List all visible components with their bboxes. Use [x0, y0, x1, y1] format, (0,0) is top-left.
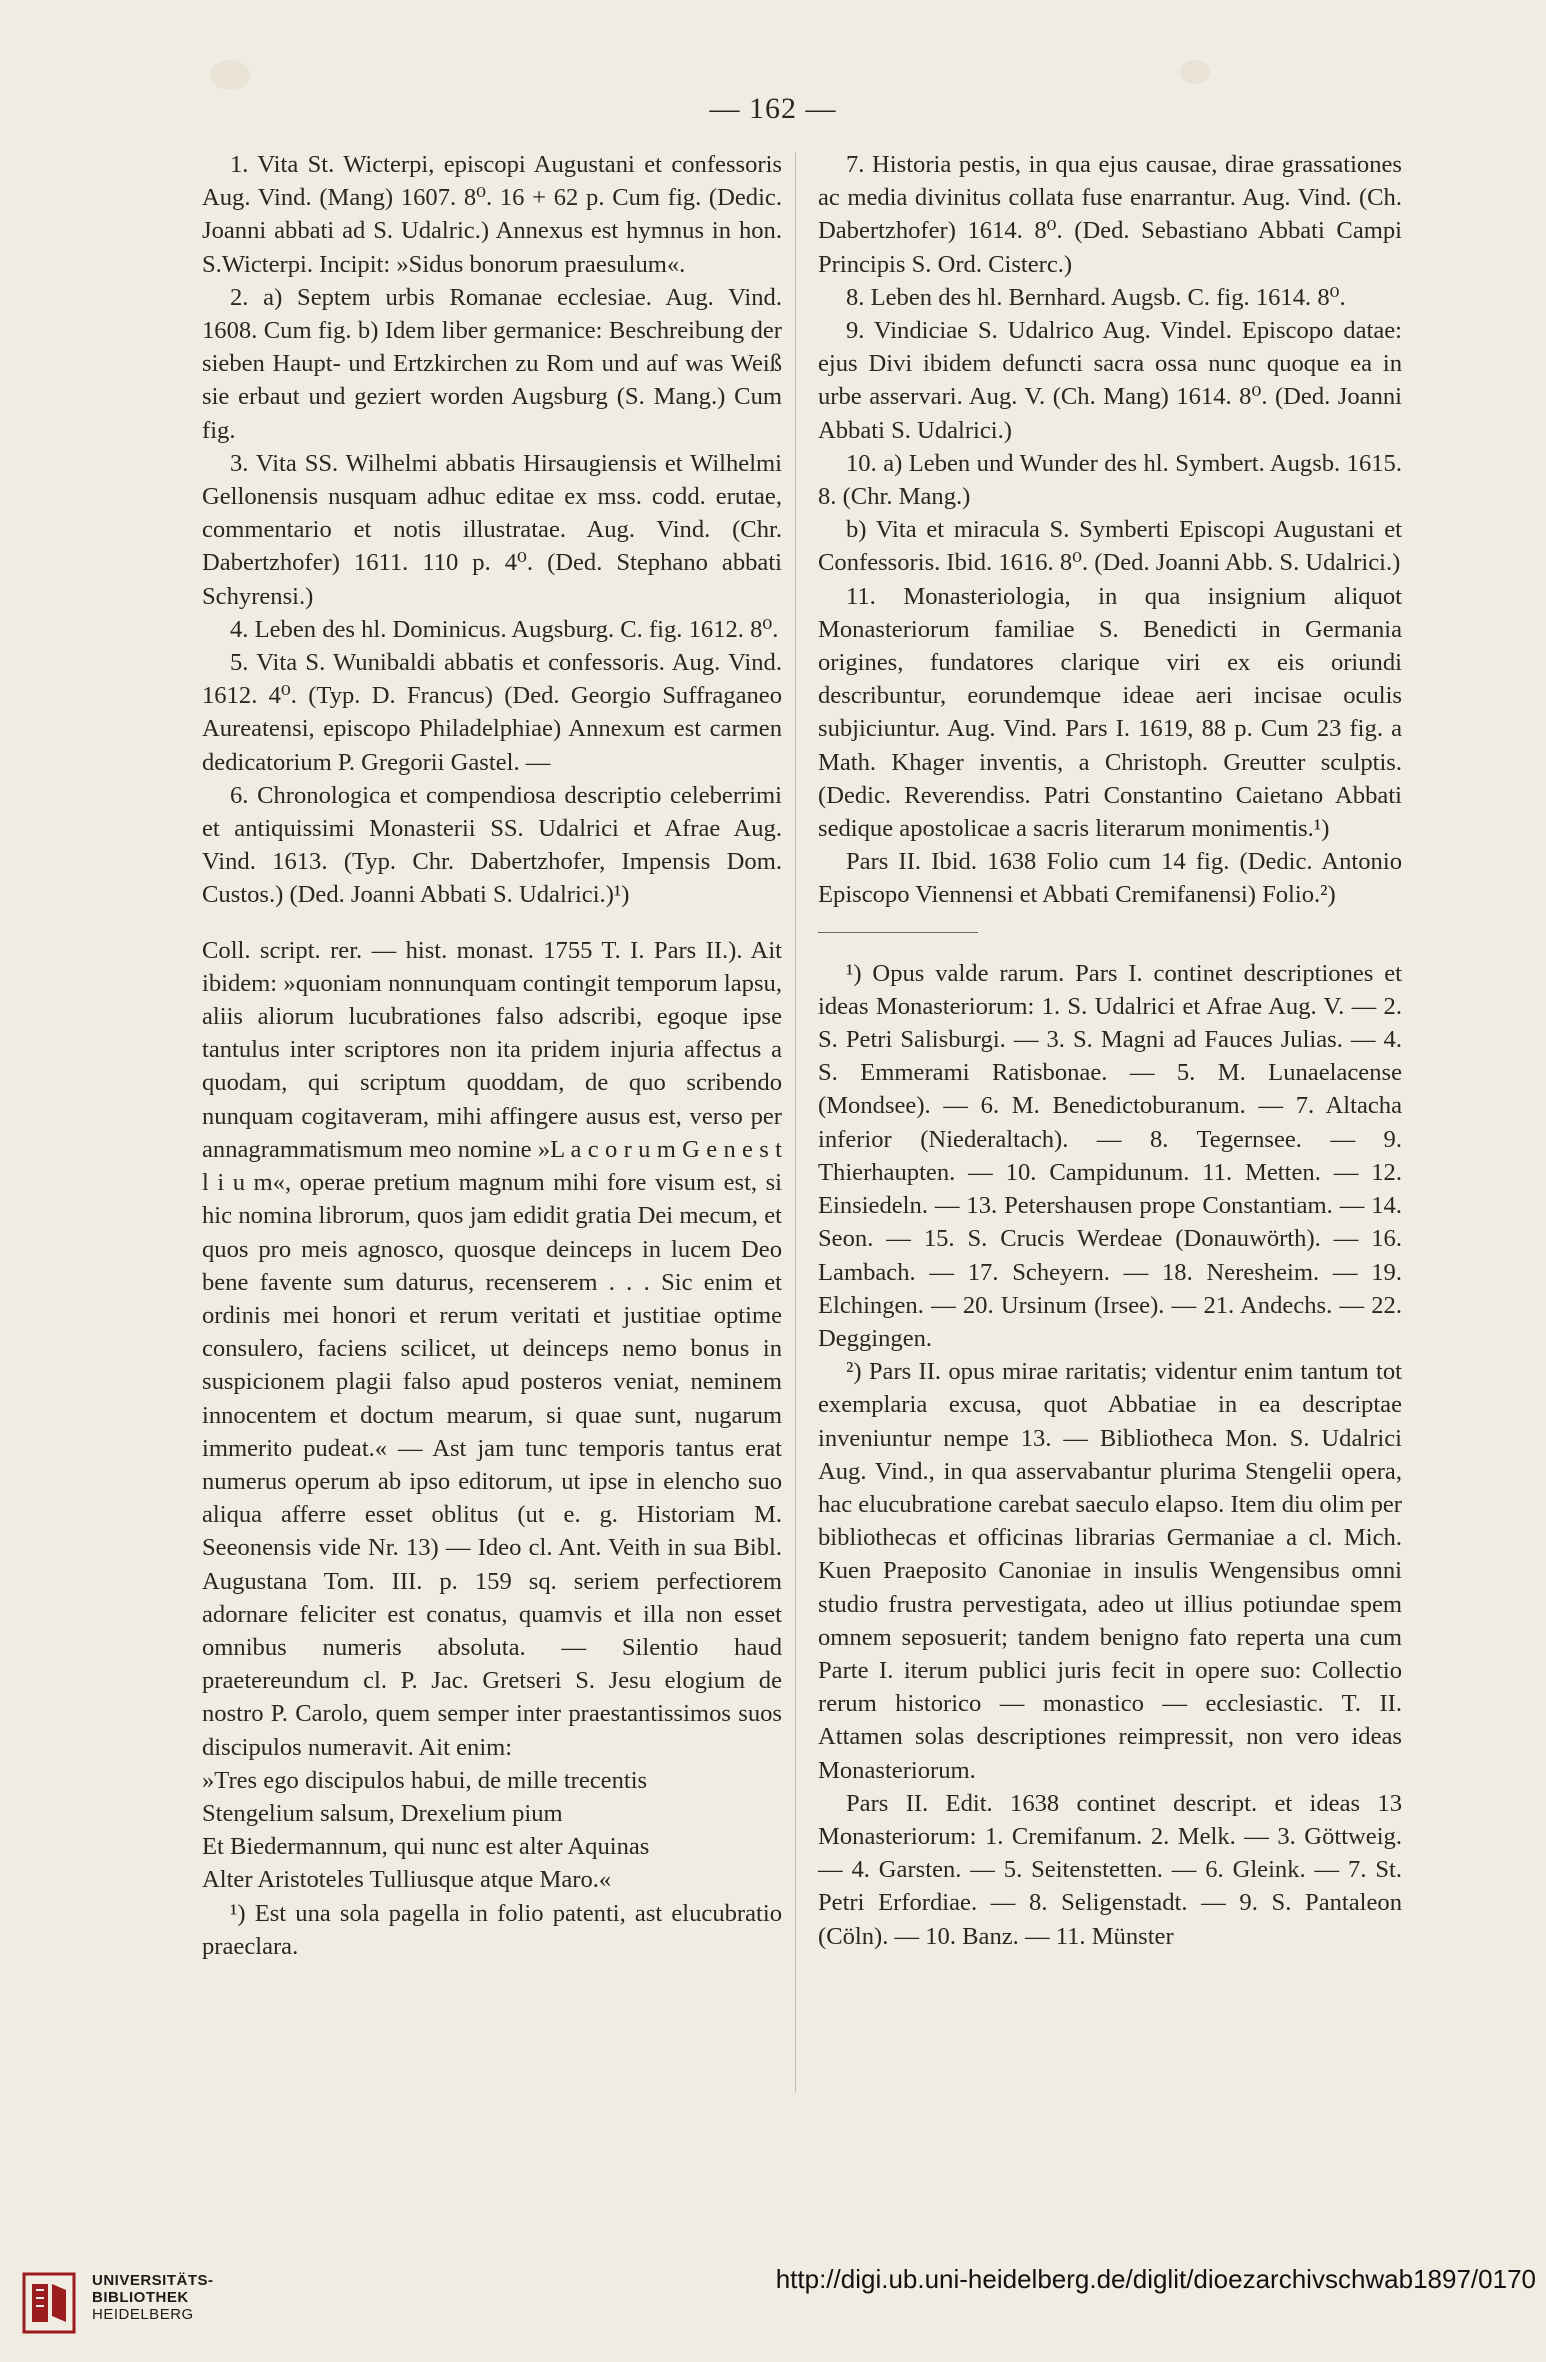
verse-line-2: Stengelium salsum, Drexelium pium — [202, 1799, 563, 1827]
entry-6: 6. Chronologica et compendiosa descriptio celeberrimi et antiquissimi Monasterii SS. Udalrici et Afrae Aug. Vind. 1613. (Typ. Chr. Dabertzhofer, Impensis Dom. Custos.) (Ded. Joanni Abbati S. Udalrici.)¹) — [202, 781, 782, 909]
entry-11-part2: Pars II. Ibid. 1638 Folio cum 14 fig. (Dedic. Antonio Episcopo Viennensi et Abbati Cremifanensi) Folio.²) — [818, 848, 1402, 909]
library-name-line-1: UNIVERSITÄTS- — [92, 2272, 214, 2289]
verse-line-1: »Tres ego discipulos habui, de mille trecentis — [202, 1766, 648, 1794]
continuation-text: Coll. script. rer. — hist. monast. 1755 T. I. Pars II.). Ait ibidem: »quoniam nonnunquam contingit temporum lapsu, aliis aliorum lucubrationes falso adscribi, egoque ipse tantulus inter scriptores non ita pridem injuria affectus a quodam, qui scriptum quoddam, de quo scribendo nunquam cogitaveram, mihi affingere ausus est, verso per annagrammatismum meo nomine »L a c o r u m G e n e s t l i u m«, operae pretium magnum mihi fore visum est, si hic nomina librorum, quos jam edidit gratia Dei mecum, et quos pro meis agnosco, quosque deinceps in lucem Deo bene favente sum daturus, recenserem . . . Sic enim et ordinis mei honori et rerum veritati et justitiae optime consulero, faciens scilicet, ut deinceps nemo bonus in suspicionem plagii falso apud posteros veniat, neminem innocentem et doctum mearum, si quae sunt, nugarum immerito pudeat.« — Ast jam tunc temporis tantus erat numerus operum ab ipso editorum, ut ipse in elencho suo aliqua afferre esset oblitus (ut e. g. Historiam M. Seeonensis vide Nr. 13) — Ideo cl. Ant. Veith in sua Bibl. Augustana Tom. III. p. 159 sq. seriem perfectiorem adornare feliciter est conatus, quamvis et illa non esset omnibus numeris absoluta. — Silentio haud praetereundum cl. P. Jac. Gretseri S. Jesu elogium de nostro P. Carolo, quem semper inter praestantissimos suos discipulos numeravit. Ait enim: — [202, 936, 782, 1761]
verse-line-4: Alter Aristoteles Tulliusque atque Maro.« — [202, 1866, 612, 1894]
footnote-right-3: Pars II. Edit. 1638 continet descript. et ideas 13 Monasteriorum: 1. Cremifanum. 2. Melk. — 3. Göttweig. — 4. Garsten. — 5. Seitenstetten. — 6. Gleink. — 7. St. Petri Erfordiae. — 8. Seligenstadt. — 9. S. Pantaleon (Cöln). — 10. Banz. — 11. Münster — [818, 1789, 1402, 1950]
page-number: — 162 — — [709, 92, 837, 125]
footnote-rule — [818, 932, 978, 933]
footnote-right-2: ²) Pars II. opus mirae raritatis; videntur enim tantum tot exemplaria excusa, quot Abbatiae in ea descriptae inveniuntur nempe 13. — Bibliotheca Mon. S. Udalrici Aug. Vind., in qua asservabantur plurima Stengelii opera, hac elucubratione carebat saeculo elapso. Item diu olim per bibliothecas et officinas librarias Germaniae a cl. Mich. Kuen Praeposito Canoniae in insulis Wengensibus omni studio frustra pervestigata, adeo ut illius potiundae spem omnem seposuerit; tandem benigno fato reperta una cum Parte I. iterum publici juris fecit in opere suo: Collectio rerum historico — monastico — ecclesiastic. T. II. Attamen solas descriptiones reimpressit, non vero ideas Monasteriorum. — [818, 1358, 1402, 1784]
left-column — [202, 148, 782, 1963]
entry-7: 7. Historia pestis, in qua ejus causae, dirae grassationes ac media divinitus collata fuse enarrantur. Aug. Vind. (Ch. Dabertzhofer) 1614. 8⁰. (Ded. Sebastiano Abbati Campi Principis S. Ord. Cisterc.) — [818, 151, 1402, 278]
entry-4: 4. Leben des hl. Dominicus. Augsburg. C. fig. 1612. 8⁰. — [230, 615, 779, 643]
library-name — [92, 2272, 214, 2323]
entry-3: 3. Vita SS. Wilhelmi abbatis Hirsaugiensis et Wilhelmi Gellonensis nusquam adhuc editae ex mss. codd. erutae, commentario et notis illustratae. Aug. Vind. (Chr. Dabertzhofer) 1611. 110 p. 4⁰. (Ded. Stephano abbati Schyrensi.) — [202, 449, 782, 610]
library-name-line-2: BIBLIOTHEK — [92, 2289, 189, 2306]
entry-10a: 10. a) Leben und Wunder des hl. Symbert. Augsb. 1615. 8. (Chr. Mang.) — [818, 449, 1402, 511]
entry-5: 5. Vita S. Wunibaldi abbatis et confessoris. Aug. Vind. 1612. 4⁰. (Typ. D. Francus) (Ded. Georgio Suffraganeo Aureatensi, episcopo Philadelphiae) Annexum est carmen dedicatorium P. Gregorii Gastel. — — [202, 649, 782, 776]
footnote-1: ¹) Est una sola pagella in folio patenti, ast elucubratio praeclara. — [202, 1899, 782, 1960]
library-name-line-3: HEIDELBERG — [92, 2306, 194, 2323]
column-divider — [795, 152, 796, 2092]
entry-1: 1. Vita St. Wicterpi, episcopi Augustani et confessoris Aug. Vind. (Mang) 1607. 8⁰. 16 + 62 p. Cum fig. (Dedic. Joanni abbati ad S. Udalric.) Annexus est hymnus in hon. S.Wicterpi. Incipit: »Sidus bonorum praesulum«. — [202, 151, 782, 278]
entry-9: 9. Vindiciae S. Udalrico Aug. Vindel. Episcopo datae: ejus Divi ibidem defuncti sacra ossa nunc quoque ea in urbe asservari. Aug. V. (Ch. Mang) 1614. 8⁰. (Ded. Joanni Abbati S. Udalrici.) — [818, 317, 1402, 444]
entry-11: 11. Monasteriologia, in qua insignium aliquot Monasteriorum familiae S. Benedicti in Germania origines, fundatores clarique viri ex eis oriundi describuntur, eorundemque ideae aeri incisae oculis subjiciuntur. Aug. Vind. Pars I. 1619, 88 p. Cum 23 fig. a Math. Khager inventis, a Christoph. Greutter sculptis. (Dedic. Reverendiss. Patri Constantino Caietano Abbati sedique apostolicae a sacris literarum monimentis.¹) — [818, 582, 1402, 843]
paper-stain — [1180, 60, 1210, 84]
paper-stain — [210, 60, 250, 90]
source-url-link[interactable]: http://digi.ub.uni-heidelberg.de/diglit/dioezarchivschwab1897/0170 — [775, 2264, 1536, 2294]
entry-8: 8. Leben des hl. Bernhard. Augsb. C. fig. 1614. 8⁰. — [846, 283, 1346, 311]
right-column — [818, 148, 1402, 1953]
entry-10b: b) Vita et miracula S. Symberti Episcopi Augustani et Confessoris. Ibid. 1616. 8⁰. (Ded. Joanni Abb. S. Udalrici.) — [818, 516, 1402, 577]
entry-2: 2. a) Septem urbis Romanae ecclesiae. Aug. Vind. 1608. Cum fig. b) Idem liber germanice: Beschreibung der sieben Haupt- und Ertzkirchen zu Rom und auf was Weiß sie erbaut und geziert worden Augsburg (S. Mang.) Cum fig. — [202, 283, 782, 444]
footnote-right-1: ¹) Opus valde rarum. Pars I. continet descriptiones et ideas Monasteriorum: 1. S. Udalrici et Afrae Aug. V. — 2. S. Petri Salisburgi. — 3. S. Magni ad Fauces Julias. — 4. S. Emmerami Ratisbonae. — 5. M. Lunaelacense (Mondsee). — 6. M. Benedictoburanum. — 7. Altacha inferior (Niederaltach). — 8. Tegernsee. — 9. Thierhaupten. — 10. Campidunum. 11. Metten. — 12. Einsiedeln. — 13. Petershausen prope Constantiam. — 14. Seon. — 15. S. Crucis Werdeae (Donauwörth). — 16. Lambach. — 17. Scheyern. — 18. Neresheim. — 19. Elchingen. — 20. Ursinum (Irsee). — 21. Andechs. — 22. Deggingen. — [818, 959, 1402, 1352]
library-logo-icon — [18, 2270, 82, 2336]
verse-line-3: Et Biedermannum, qui nunc est alter Aquinas — [202, 1833, 650, 1861]
